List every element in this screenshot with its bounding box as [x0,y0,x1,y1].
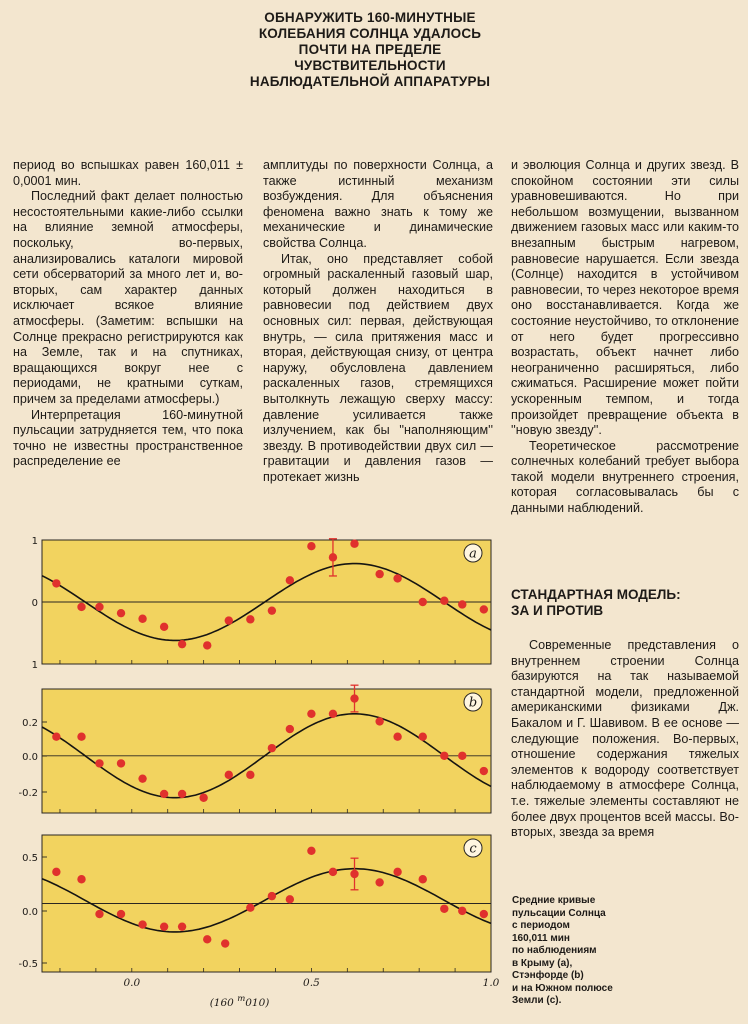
title-line-2: КОЛЕБАНИЯ СОЛНЦА УДАЛОСЬ [258,26,482,41]
data-point [307,847,315,855]
y-tick-label: 0 [31,598,38,609]
data-point [221,939,229,947]
y-tick-label: 0.2 [22,718,38,729]
caption-line-8: и на Южном полюсе [512,982,613,994]
data-point [138,615,146,623]
caption-line-3: с периодом [512,920,570,931]
data-point [480,910,488,918]
data-point [268,892,276,900]
data-point [458,600,466,608]
col1-paragraph-2: Последний факт делает полностью несостоятельными какие-либо ссылки на влияние земной атмосферы, поскольку, во-первых, анализировались каталоги мировой сети обсерваторий за много лет и, во-вторых, сам характер данных исключает всякое влияние атмосферы. (Заметим: вспышки на Солнце прекрасно регистрируются как на Земле, так и на спутниках, вращающихся вокруг нее с периодами, не кратными суткам, причем за пределами атмосферы.) [13,189,243,406]
data-point [480,767,488,775]
chart-panel-c [18,835,499,1009]
caption-line-1: Средние кривые [512,895,596,906]
data-point [203,935,211,943]
caption-line-2: пульсации Солнца [512,907,606,919]
data-point [419,598,427,606]
title-line-3: ПОЧТИ НА ПРЕДЕЛЕ [298,42,442,57]
data-point [160,922,168,930]
figure-caption [512,895,652,1008]
data-point [440,905,448,913]
y-tick-label: 1 [31,660,38,671]
y-tick-label: -0.2 [18,788,38,799]
chart-panel-a [32,536,491,671]
data-point [246,771,254,779]
x-tick-label: 0.0 [123,977,141,989]
section-heading [511,587,739,619]
data-point [199,794,207,802]
data-point [160,623,168,631]
data-point [329,868,337,876]
col1-paragraph-1: период во вспышках равен 160,011 ± 0,0001 мин. [13,158,243,188]
title-line-5: НАБЛЮДАТЕЛЬНОЙ АППАРАТУРЫ [249,74,491,89]
data-point [375,717,383,725]
data-point [480,605,488,613]
data-point [138,920,146,928]
y-tick-label: 1 [31,536,38,547]
caption-line-4: 160,011 мин [512,932,570,944]
x-tick-label: 0.5 [303,977,320,989]
data-point [375,570,383,578]
data-point [350,694,358,702]
data-point [268,606,276,614]
panel-background [42,689,491,813]
data-point [286,725,294,733]
data-point [77,875,85,883]
data-point [268,744,276,752]
col3-paragraph-2: Теоретическое рассмотрение солнечных колебаний требует выбора такой модели внутреннего строения, которая согласовывалась бы с данными наблюдений. [511,438,739,516]
title-line-1: ОБНАРУЖИТЬ 160-МИНУТНЫЕ [264,10,476,25]
data-point [246,904,254,912]
data-point [52,868,60,876]
data-point [160,790,168,798]
data-point [117,609,125,617]
col3-paragraph-1: и эволюция Солнца и других звезд. В спокойном состоянии эти силы уравновешиваются. Но при небольшом возмущении, вызванном движением газовых масс или каким-то внезапным быстрым нагревом, равновесие нарушается. Если звезда (Солнце) находится в устойчивом равновесии, то через некоторое время оно восстанавливается. Когда же состояние неустойчиво, то отклонение от него будет прогрессивно возрастать, объект начнет либо неограниченно расширяться, либо сжиматься. Расширение может пойти ускоренным темпом, и тогда произойдет превращение объекта в ''новую звезду''. [511,158,739,438]
x-tick-label: 1.0 [482,977,500,989]
data-point [117,759,125,767]
data-point [178,640,186,648]
section-body [511,638,739,841]
data-point [286,576,294,584]
text-column-2 [263,158,493,485]
panel-label: c [469,841,477,857]
data-point [203,641,211,649]
data-point [246,615,254,623]
data-point [52,732,60,740]
data-point [375,878,383,886]
data-point [225,771,233,779]
data-point [419,732,427,740]
data-point [178,790,186,798]
data-point [95,603,103,611]
pulsation-charts [0,530,505,1024]
caption-line-6: в Крыму (a), [512,957,573,969]
data-point [225,616,233,624]
data-point [329,710,337,718]
article-title [230,10,510,90]
data-point [77,603,85,611]
col1-paragraph-3: Интерпретация 160-минутной пульсации затрудняется тем, что пока точно не известны пространственное распределение ее [13,407,243,469]
data-point [307,542,315,550]
data-point [350,870,358,878]
data-point [286,895,294,903]
y-tick-label: 0.5 [22,853,38,864]
data-point [95,910,103,918]
panel-label: a [469,546,477,562]
data-point [117,910,125,918]
data-point [307,710,315,718]
section-heading-line-1: СТАНДАРТНАЯ МОДЕЛЬ: [511,587,681,602]
caption-line-5: по наблюдениям [512,945,597,956]
data-point [95,759,103,767]
data-point [178,922,186,930]
data-point [329,553,337,561]
col2-paragraph-1: амплитуды по поверхности Солнца, а также истинный механизм возбуждения. Для объяснения феномена важно знать к тому же механические и динамические свойства Солнца. [263,158,493,250]
text-column-3 [511,158,739,517]
data-point [440,597,448,605]
y-tick-label: -0.5 [18,959,38,970]
y-tick-label: 0.0 [22,907,38,918]
caption-line-7: Стэнфорде (b) [512,970,584,981]
caption-line-9: Земли (c). [512,995,562,1006]
data-point [393,732,401,740]
x-axis-label: (160 $^m$010) [209,994,270,1009]
section-heading-line-2: ЗА И ПРОТИВ [511,603,604,618]
data-point [393,868,401,876]
panel-label: b [468,695,478,711]
section-paragraph-1: Современные представления о внутреннем строении Солнца базируются на так называемой стандартной модели, предложенной американскими физиками Дж. Бакалом и Г. Шавивом. В ее основе — следующие положения. Во-первых, отношение содержания тяжелых элементов к водороду соответствует наблюдаемому в атмосфере Солнца, т.е. тяжелые элементы составляют не более двух процентов всей массы. Во-вторых, звезда за время [511,638,739,840]
data-point [419,875,427,883]
data-point [440,752,448,760]
data-point [138,774,146,782]
data-point [350,540,358,548]
data-point [77,732,85,740]
text-column-1 [13,158,243,470]
chart-panel-b [18,685,491,813]
col2-paragraph-2: Итак, оно представляет собой огромный раскаленный газовый шар, который должен находиться в равновесии под действием двух основных сил: первая, действующая внутрь, — сила притяжения масс и вторая, действующая снизу, от центра наружу, обусловлена давлением раскаленных газов, стремящихся вытолкнуть лежащую сверху массу: давление усиливается также излучением, как бы ''наполняющим'' звезду. В противодействии двух сил — гравитации и давления газов — протекает жизнь [263,251,493,484]
data-point [52,579,60,587]
title-line-4: ЧУВСТВИТЕЛЬНОСТИ [294,58,446,73]
data-point [393,574,401,582]
data-point [458,907,466,915]
data-point [458,752,466,760]
y-tick-label: 0.0 [22,752,38,763]
